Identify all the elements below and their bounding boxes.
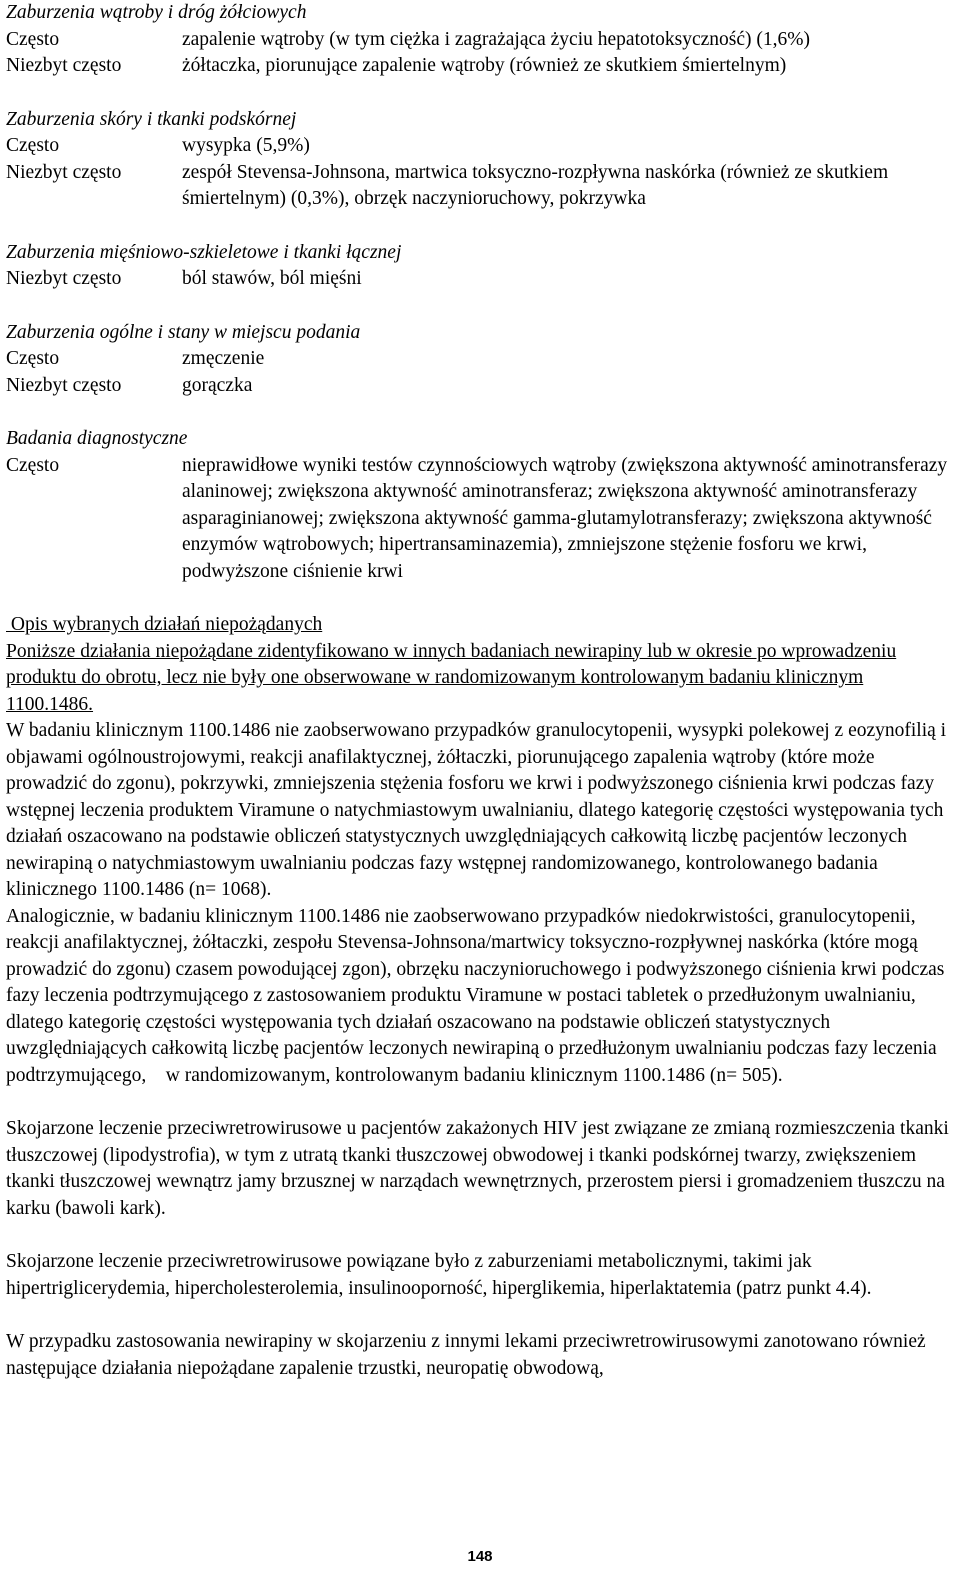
frequency-label: Niezbyt często — [6, 161, 122, 183]
soc-section-investigations — [6, 426, 954, 585]
soc-section-general — [6, 320, 954, 400]
reaction-description: żółtaczka, piorunujące zapalenie wątroby (również ze skutkiem śmiertelnym) — [182, 55, 787, 76]
spacer — [6, 1222, 954, 1249]
page-number: 148 — [467, 1548, 493, 1565]
table-row — [6, 53, 954, 80]
table-row — [6, 373, 954, 400]
frequency-label: Często — [6, 28, 60, 50]
reaction-description: wysypka (5,9%) — [182, 135, 310, 156]
spacer — [6, 1089, 954, 1116]
table-row — [6, 27, 954, 54]
table-row — [6, 160, 954, 213]
table-row — [6, 133, 954, 160]
section-heading: Opis wybranych działań niepożądanych — [6, 614, 323, 635]
paragraph: W badaniu klinicznym 1100.1486 nie zaobserwowano przypadków granulocytopenii, wysypki polekowej z eozynofilią i objawami ogólnoustrojowymi, reakcji anafilaktycznej, żółtaczki, piorunującego zapalenia wątroby (które może prowadzić do zgonu), pokrzywki, zmniejszenia stężenia fosforu we krwi i podwyższonego ciśnienia krwi podczas fazy wstępnej leczenia produktem Viramune o natychmiastowym uwalnianiu, dlatego kategorię częstości występowania tych działań oszacowano na podstawie obliczeń statystycznych uwzględniających całkowitą liczbę pacjentów leczonych newirapiną o natychmiastowym uwalnianiu podczas fazy wstępnej randomizowanego, kontrolowanego badania klinicznego 1100.1486 (n= 1068). — [6, 720, 947, 900]
table-row — [6, 453, 954, 586]
section-title: Zaburzenia ogólne i stany w miejscu podania — [6, 321, 361, 343]
spacer — [6, 80, 954, 107]
selected-adverse-reactions — [6, 612, 954, 1089]
section-title: Zaburzenia wątroby i dróg żółciowych — [6, 2, 307, 23]
frequency-label: Często — [6, 454, 60, 476]
section-title: Zaburzenia mięśniowo-szkieletowe i tkanki łącznej — [6, 241, 402, 263]
lipodystrophy-paragraph: Skojarzone leczenie przeciwretrowirusowe u pacjentów zakażonych HIV jest związane ze zmianą rozmieszczenia tkanki tłuszczowej (lipodystrofia), w tym z utratą tkanki tłuszczowej obwodowej i tkanki podskórnej twarzy, zwiększeniem tkanki tłuszczowej wewnątrz jamy brzusznej w narządach wewnętrznych, przerostem piersi i gromadzeniem tłuszczu na karku (bawoli kark). — [6, 1118, 949, 1219]
table-row — [6, 266, 954, 293]
spacer — [6, 585, 954, 612]
combination-paragraph: W przypadku zastosowania newirapiny w skojarzeniu z innymi lekami przeciwretrowirusowymi zanotowano również następujące działania niepożądane zapalenie trzustki, neuropatię obwodową, — [6, 1331, 926, 1379]
section-title: Badania diagnostyczne — [6, 428, 188, 449]
soc-section-skin — [6, 107, 954, 213]
reaction-description: zmęczenie — [182, 348, 265, 369]
document-page — [6, 0, 954, 1382]
frequency-label: Niezbyt często — [6, 268, 122, 289]
spacer — [6, 213, 954, 240]
reaction-description: gorączka — [182, 374, 253, 396]
reaction-description: zespół Stevensa-Johnsona, martwica toksyczno-rozpływna naskórka (również ze skutkiem śmiertelnym) (0,3%), obrzęk naczynioruchowy, pokrzywka — [182, 161, 889, 209]
intro-paragraph: Poniższe działania niepożądane zidentyfikowano w innych badaniach newirapiny lub w okresie po wprowadzeniu produktu do obrotu, lecz nie były one obserwowane w randomizowanym kontrolowanym badaniu klinicznym 1100.1486. — [6, 640, 897, 715]
soc-section-musculoskeletal — [6, 240, 954, 293]
frequency-label: Niezbyt często — [6, 374, 122, 396]
spacer — [6, 293, 954, 320]
spacer — [6, 1302, 954, 1329]
reaction-description: ból stawów, ból mięśni — [182, 268, 362, 289]
section-title: Zaburzenia skóry i tkanki podskórnej — [6, 108, 297, 130]
frequency-label: Często — [6, 348, 60, 369]
metabolic-paragraph: Skojarzone leczenie przeciwretrowirusowe powiązane było z zaburzeniami metabolicznymi, takimi jak hipertriglicerydemia, hipercholesterolemia, insulinooporność, hiperglikemia, hiperlaktatemia (patrz punkt 4.4). — [6, 1251, 872, 1299]
frequency-label: Niezbyt często — [6, 55, 122, 76]
soc-section-hepatobiliary — [6, 0, 954, 80]
table-row — [6, 346, 954, 373]
reaction-description: nieprawidłowe wyniki testów czynnościowych wątroby (zwiększona aktywność aminotransferazy alaninowej; zwiększona aktywność aminotransferaz; zwiększona aktywność aminotransferazy asparaginianowej; zwiększona aktywność gamma-glutamylotransferazy; zwiększona aktywność enzymów wątrobowych; hipertransaminazemia), zmniejszone stężenie fosforu we krwi, podwyższone ciśnienie krwi — [182, 454, 948, 582]
paragraph: Analogicznie, w badaniu klinicznym 1100.1486 nie zaobserwowano przypadków niedokrwistości, granulocytopenii, reakcji anafilaktycznej, żółtaczki, zespołu Stevensa-Johnsona/martwicy toksyczno-rozpływnej naskórka (które mogą prowadzić do zgonu) czasem powodującej zgon), obrzęku naczynioruchowego i podwyższonego ciśnienia krwi podczas fazy leczenia podtrzymującego z zastosowaniem produktu Viramune w postaci tabletek o przedłużonym uwalnianiu, dlatego kategorię częstości występowania tych działań oszacowano na podstawie obliczeń statystycznych uwzględniających całkowitą liczbę pacjentów leczonych newirapiną o przedłużonym uwalnianiu podczas fazy leczenia podtrzymującego, w randomizowanym, kontrolowanym badaniu klinicznym 1100.1486 (n= 505). — [6, 905, 950, 1086]
reaction-description: zapalenie wątroby (w tym ciężka i zagrażająca życiu hepatotoksyczność) (1,6%) — [182, 28, 811, 50]
spacer — [6, 399, 954, 426]
frequency-label: Często — [6, 135, 60, 156]
